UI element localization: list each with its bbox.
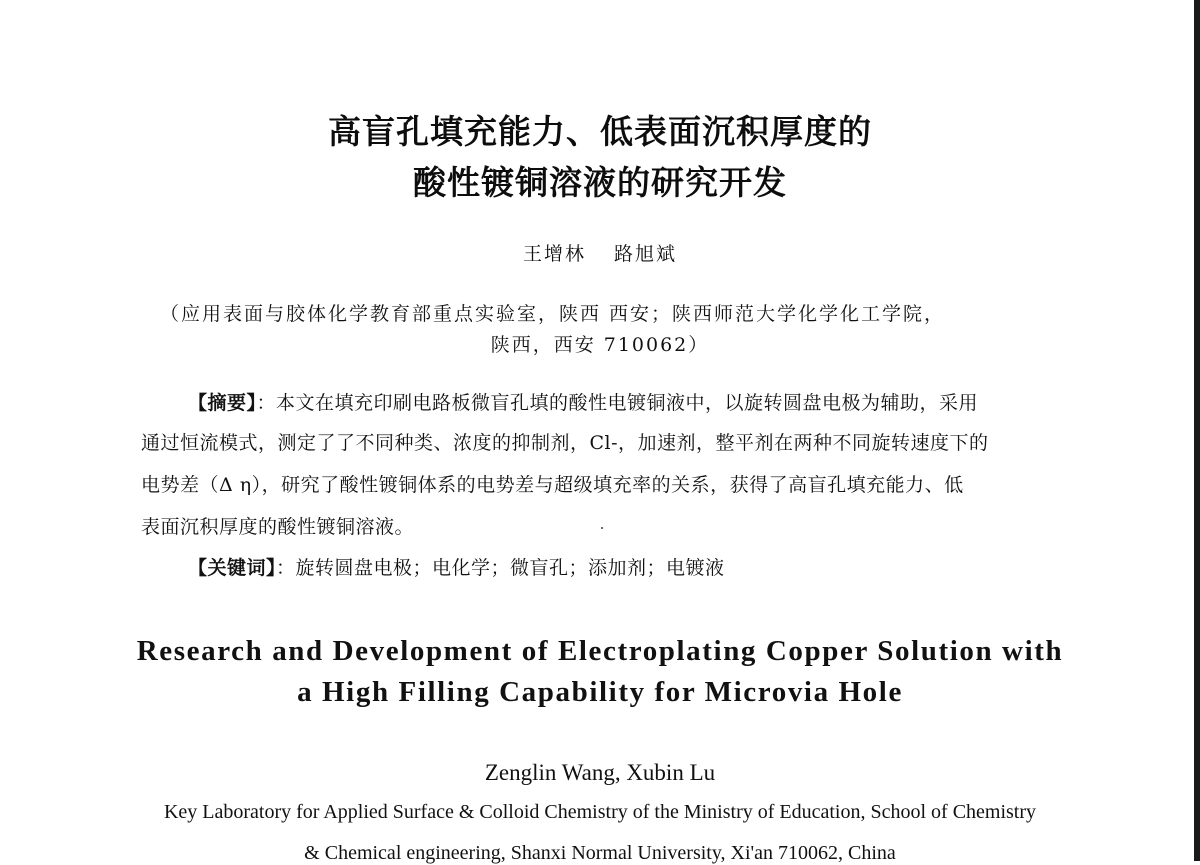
english-affiliation-line-2: & Chemical engineering, Shanxi Normal University, Xi'an 710062, China <box>304 842 896 864</box>
chinese-title-line-1: 高盲孔填充能力、低表面沉积厚度的 <box>328 112 872 151</box>
keywords-line <box>188 553 725 580</box>
abstract-line-1 <box>188 388 978 415</box>
english-title-line-1: Research and Development of Electroplating Copper Solution with <box>136 635 1064 667</box>
chinese-affiliation-line-2: 陕西，西安 710062） <box>490 334 710 356</box>
chinese-title-line-2: 酸性镀铜溶液的研究开发 <box>413 163 787 202</box>
abstract-line-4: 表面沉积厚度的酸性镀铜溶液。 <box>141 516 415 538</box>
abstract-text-1: 本文在填充印刷电路板微盲孔填的酸性电镀铜液中，以旋转圆盘电极为辅助，采用 <box>276 392 979 414</box>
english-authors: Zenglin Wang, Xubin Lu <box>484 760 716 785</box>
chinese-author-2: 路旭斌 <box>614 243 678 265</box>
abstract-separator: ： <box>256 392 277 414</box>
keywords-label: 【关键词】 <box>188 557 277 579</box>
chinese-authors <box>0 239 1200 266</box>
english-affiliation-line-1: Key Laboratory for Applied Surface & Colloid Chemistry of the Ministry of Education, School of Chemistry <box>163 801 1037 823</box>
abstract-line-3: 电势差（Δ η），研究了酸性镀铜体系的电势差与超级填充率的关系，获得了高盲孔填充能力、低 <box>141 474 964 496</box>
scan-speck <box>601 527 603 529</box>
chinese-affiliation-line-1: （应用表面与胶体化学教育部重点实验室，陕西 西安；陕西师范大学化学化工学院， <box>160 303 946 325</box>
abstract-label: 【摘要】 <box>188 392 257 414</box>
keywords-text: 旋转圆盘电极；电化学；微盲孔；添加剂；电镀液 <box>295 557 725 579</box>
english-title-line-2: a High Filling Capability for Microvia Hole <box>297 676 903 708</box>
abstract-line-2: 通过恒流模式，测定了了不同种类、浓度的抑制剂，Cl-，加速剂，整平剂在两种不同旋转速度下的 <box>141 432 989 454</box>
keywords-separator: ： <box>276 557 296 579</box>
chinese-author-1: 王增林 <box>522 243 586 265</box>
